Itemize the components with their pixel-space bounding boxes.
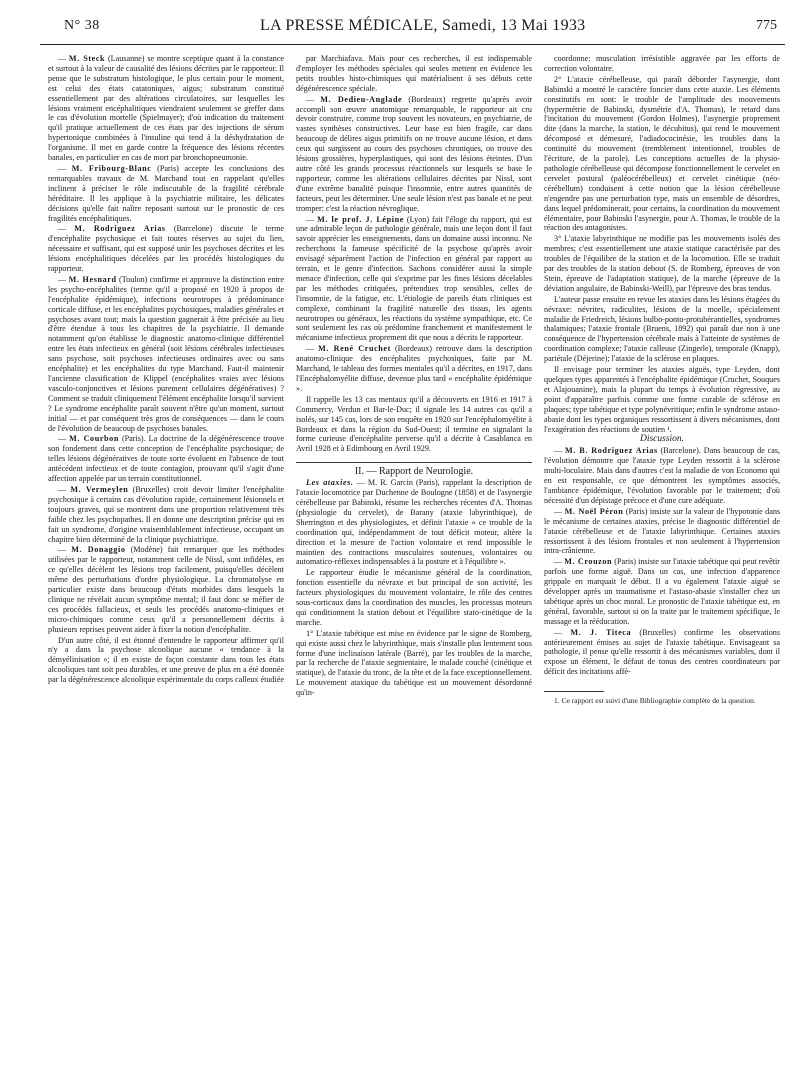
- speaker-dash: —: [58, 274, 69, 284]
- page-number-left: N° 38: [64, 18, 100, 33]
- paragraph: [296, 344, 532, 394]
- paragraph-text: insiste sur l'ataxie tabétique qui peut revêtir parfois une forme aiguë. Dans un cas, une infection d'apparence grippale en marquait le début. Il a vu également l'ataxie aiguë se développer après un traumatisme et l'astaso-abasie s'installer chez un tabétique après un choc moral. Le pronostic de l'ataxie tabétique est, en général, favorable, surtout si on la traite par le traitement spécifique, le massage et la rééducation.: [544, 557, 780, 626]
- paragraph-text: confirme les observations antérieurement émises au sujet de l'ataxie tabétique. Envisageant sa pathologie, il pense qu'elle ressortit à des mécanismes variables, dont il expose un élément, le défaut de tonus des centres coordinateurs par déficit des incitations affé-: [544, 627, 780, 677]
- footnote: 1. Ce rapport est suivi d'une Bibliographie complète de la question.: [554, 696, 756, 706]
- paragraph-text: Le rapporteur étudie le mécanisme général de la coordination, fonction essentielle du névraxe et but principal de son activité, les facteurs physiologiques du mouvement volontaire, le rôle des centres sous-corticaux dans la coordination des muscles, les processus moteurs qui conditionnent la station debout et l'équilibre stato-cinétique de la marche.: [296, 568, 532, 627]
- paragraph: [544, 365, 780, 434]
- paragraph: [544, 507, 780, 557]
- paragraph: [296, 54, 532, 94]
- paragraph: [544, 54, 780, 74]
- paragraph: [296, 568, 532, 627]
- footnote-rule: [544, 691, 604, 692]
- speaker-place: (Barcelone): [173, 224, 213, 234]
- speaker-dash: —: [306, 344, 319, 354]
- speaker-name: M. Dedieu-Anglade: [320, 94, 403, 104]
- paragraph-text: coordonne: musculation irrésistible aggravée par les efforts de correction volontaire.: [544, 54, 780, 73]
- speaker-place: (Paris).: [121, 434, 146, 444]
- speaker-place: (Bruxelles): [132, 484, 170, 494]
- paragraph-text: 1° L'ataxie tabétique est mise en évidence par le signe de Romberg, qui existe aussi chez le labyrinthique, mais s'installe plus lentement sous forme d'une inclinaison latérale (Barré), par les troubles de la marche, par la recherche de l'ataxie segmentaire, le malade couché (cinétique et statique), de l'ataxie du tronc, de la tête et de la face exceptionnellement. Le mouvement ataxique du tabétique est un mouvement désordonné qu'in-: [296, 628, 532, 698]
- speaker-dash: —: [554, 506, 565, 516]
- speaker-dash: —: [58, 224, 75, 234]
- speaker-name: M. Steck: [68, 54, 106, 63]
- paragraph: [296, 95, 532, 214]
- speaker-name: M. Noël Péron: [564, 506, 624, 516]
- paragraph-text: croit devoir limiter l'encéphalite psychosique à certains cas d'évolution rapide, certainement lésionnels et toujours graves, qui se montrent dans une proportion relativement très faible chez les psychopathes. Il en donne une description précise qui en fait un syndrome, d'origine vraisemblablement infectieuse, occupant un chapitre bien déterminé de la clinique psychiatrique.: [48, 484, 285, 544]
- speaker-name: M. Rodriguez Arias: [74, 224, 166, 234]
- journal-title: LA PRESSE MÉDICALE, Samedi, 13 Mai 1933: [260, 17, 586, 34]
- column-3-body: [544, 54, 780, 677]
- paragraph: [544, 446, 780, 505]
- speaker-name: M. Hesnard: [68, 274, 117, 284]
- paragraph: [544, 295, 780, 364]
- column-1: [48, 54, 284, 685]
- speaker-dash: —: [58, 484, 71, 494]
- speaker-place: (Bordeaux): [394, 344, 432, 354]
- paragraph-text: — M. R. Garcin (Paris), rappelant la description de l'ataxie locomotrice par Duchenne de Boulogne (1858) et de l'asynergie cérébelleuse par Babinski, résume les recherches récentes d'A. Thomas (physiologie du cervelet), de Barany (ataxie labyrinthique), de Sherrington et des physiologistes, et définit l'ataxie « ce trouble de la coordination qui, indépendamment de tout déficit moteur, altère la direction et la mesure de l'action volontaire et rend impossible le maintien des contractions musculaires soutenues, volontaires ou automatico-réflexes indispensables à la posture et à l'équilibre ».: [296, 478, 532, 567]
- paragraph-text: discute le terme d'encéphalite psychosique et fait toutes réserves au sujet du lien, nécessaire et suffisant, qui est supposé unir les psychoses décrites et les lésions encéphalitiques décelées par les procédés histologiques du rapporteur.: [48, 224, 285, 274]
- speaker-place: (Lausanne): [107, 54, 145, 63]
- speaker-place: (Paris): [157, 163, 179, 173]
- speaker-dash: —: [58, 54, 69, 63]
- speaker-place: (Modène): [130, 545, 163, 555]
- speaker-place: (Lyon): [406, 214, 430, 224]
- speaker-place: (Paris): [614, 557, 636, 567]
- speaker-dash: —: [306, 94, 321, 104]
- paragraph-text: fait l'éloge du rapport, qui est une admirable leçon de pathologie générale, mais une leçon dont il faut savoir apprécier les enseignements, dans un domaine aussi inconnu. Ne recherchons la fameuse spécificité de la psychose qu'après avoir envisagé séparément l'action de l'infection en général par rapport au terrain, et le genre d'infection. Sachons considérer aussi la simple menace d'infection, celle qui s'exprime par les fines lésions décelables par les méthodes critiquées, prétendues trop sensibles, celles de l'insomnie, de la fatigue, etc. L'étiologie de pareils états cliniques est complexe, combinant la fragilité naturelle des tissus, les agents neurotropes ou généraux, les réactions du système sympathique, etc. Ce sont seulement les cas où prédomine franchement et manifestement le mécanisme infectieux proprement dit que nous a décrits le rapporteur.: [296, 214, 533, 343]
- speaker-dash: —: [554, 557, 565, 567]
- section-rule: [296, 462, 532, 463]
- paragraph-text: accepte les conclusions des remarquables travaux de M. Marchand tout en rappelant qu'elles inclinent à préciser le rôle indiscutable de la fragilité cérébrale héréditaire. Il les applique à la psychiatrie militaire, les délicates décisions qu'elle fait naître reposant surtout sur le pronostic de ces fragilités encéphalitiques.: [48, 163, 285, 223]
- speaker-place: (Paris): [625, 506, 648, 516]
- paragraph: [296, 478, 532, 567]
- speaker-name: M. Fribourg-Blanc: [71, 163, 152, 173]
- speaker-name: M. René Cruchet: [318, 344, 391, 354]
- paragraph: [48, 434, 284, 484]
- paragraph: [296, 215, 532, 344]
- speaker-place: (Toulon): [119, 274, 148, 284]
- paragraph: [544, 75, 780, 234]
- speaker-name: M. Donaggio: [71, 545, 126, 555]
- paragraph-text: Dans beaucoup de cas, l'évolution démontre que l'ataxie type Leyden ressortit à la sclérose multi-loculaire. Mais dans d'autres c'est la maladie de von Economo qui en est responsable, ce que démontrent les symptômes associés, l'ambiance épidémique, l'évolution favorable par le traitement; d'où nécessité d'un dépistage précoce et d'une cure adéquate.: [544, 446, 781, 505]
- speaker-place: (Barcelone).: [660, 446, 701, 456]
- section-title: II. — Rapport de Neurologie.: [354, 466, 474, 478]
- paragraph: [48, 545, 284, 634]
- paragraph-text: La doctrine de la dégénérescence trouve son fondement dans cette conception de l'encéphalite psychosique; de telles lésions dégénératives de toute sorte évoluent en l'absence de tout antécédent infectieux et de toute contagion, prouvant qu'il s'agit d'une affection appelée par un terrain constitutionnel.: [48, 434, 284, 484]
- paragraph: [48, 224, 284, 274]
- paragraph: [48, 275, 284, 434]
- speaker-name: M. B. Rodriguez Arias: [564, 446, 658, 456]
- paragraph-text: L'auteur passe ensuite en revue les ataxies dans les lésions étagées du névraxe: névrites, radiculites, lésions de la moelle, spécialement maladie de Friedreich, lésions bulbo-ponto-protubérantielles, syndromes thalamiques; l'ataxie frontale (Bruens, 1892) qui paraît due non à une conséquence de l'hypertension cérébrale mais à l'atteinte de systèmes de coordination complexe; l'ataxie calleuse (Zingerle), temporale (Knapp), pariétale (Déjerine); l'ataxie de la sclérose en plaques.: [544, 294, 780, 364]
- speaker-dash: —: [58, 434, 70, 444]
- speaker-dash: —: [58, 163, 72, 173]
- paragraph-text: retrouve dans la description anatomo-clinique des encéphalites psychosiques, faite par M. Marchand, le tableau des formes mentales qu'il a décrites, en 1917, dans l'Encéphalomyélite diffuse, devenue plus tard « encéphalite épidémique ».: [296, 344, 533, 393]
- page-header: [40, 14, 785, 45]
- paragraph-text: se montre sceptique quant à la constance et surtout à la valeur de causalité des lésions décrites par le rapporteur. Il pense que le substratum histologique, le plus certain pour le moment, est celui des états catatoniques, aigus; substratum constitué essentiellement par des altérations circulatoires, sur lesquelles les lésions vraiment encéphalitiques viendraient seulement se greffer dans le cas d'évolution mortelle (Spielmayer); d'où indication du traitement qu'il pratique actuellement de ces états par des injections de sérum hypertonique combinées à l'insuline qui tend à la déshydratation de l'organisme. Il met en garde contre la fréquence des lésions récentes banales, en particulier en cas de mort par bronchopneumonie.: [48, 54, 285, 163]
- paragraph: [48, 636, 284, 686]
- paragraph: [296, 629, 532, 698]
- paragraph-text: confirme et approuve la distinction entre les psycho-encéphalites (terme qu'il a proposé en 1920 à propos de l'encéphalite épidémique), infections neurotropes à prédominance corticale diffuse, et les encéphalites psychosiques, maladies générales et psychoses avant tout; mais la question gagnerait à être précisée au lieu d'être étendue à tous les chapitres de la psychiatrie. Il demande notamment qu'on établisse le diagnostic anatomo-clinique différentiel entre les états infectieux en général (soit lésions cérébrales infectieuses sans psychose, soit psychoses infectieuses ordinaires avec ou sans encéphalite) et les encéphalites du type Marchand. Faut-il maintenir l'ancienne classification de Klippel (encéphalites vraies avec lésions vasculo-conjonctives et lésions purement cellulaires dégénératives) ? Comment se traduit cliniquement l'élément encéphalite lorsqu'il survient ? Le syndrome encéphalite paraît souvent n'être qu'un moment, surtout initial — et par conséquent très gros de conséquences — dans le cours de l'évolution de beaucoup de psychoses banales.: [48, 274, 284, 433]
- speaker-name: M. Courbon: [69, 434, 119, 444]
- speaker-place: (Bordeaux): [408, 94, 446, 104]
- subsection-title: Discussion.: [639, 434, 685, 445]
- speaker-name: M. J. Titeca: [570, 627, 632, 637]
- paragraph-text: par Marchiafava. Mais pour ces recherches, il est indispensable d'employer les méthodes spéciales qui seules mettent en évidence les petits troubles histo-chimiques qui matérialisent à ses débuts cette dégénérescence spéciale.: [296, 54, 532, 93]
- paragraph-text: fait remarquer que les méthodes utilisées par le rapporteur, notamment celle de Nissl, sont infidèles, en ce qu'elles décèlent les lésions trop facilement, puisqu'elles décèlent même des perturbations d'ordre physiologique. La chromatolyse en particulier existe dans beaucoup d'états morbides dans lesquels la clinique ne révèlait aucun symptôme mental; il faut donc se méfier de ces procédés fallacieux, et seuls les procédés anatomo-cliniques et micro-chimiques comme ceux qu'il a personnellement décrits à plusieurs reprises peuvent aider à fixer la notion d'encéphalite.: [48, 545, 285, 634]
- speaker-name: M. le prof. J. Lépine: [317, 214, 404, 224]
- paragraph: [544, 234, 780, 293]
- paragraph: [544, 628, 780, 678]
- page-number-right: 775: [756, 18, 777, 33]
- speaker-dash: —: [554, 627, 571, 637]
- paragraph-text: insiste sur la valeur de l'hypotonie dans le mécanisme de certaines ataxies, précise le diagnostic différentiel de l'ataxie cérébelleuse et de l'ataxie labyrinthique. Certaines ataxies ressortissent à des lésions frontales et non seulement à l'hypertension intra-crânienne.: [544, 506, 781, 556]
- paragraph-text: regrette qu'après avoir accompli son œuvre anatomique remarquable, le rapporteur ait cru devoir construire, comme trop souvent les novateurs, en psychiatrie, de vastes synthèses constructives. Leur base est bien fragile, car dans beaucoup de délires aigus primitifs on ne trouve aucune lésion, et dans ceux qui surgissent au cours des psychoses chroniques, on trouve des lésions grossières, hyperplastiques, qui sont des lésions éteintes. D'un autre côté les grands processus réactionnels sur lesquels se base le rapporteur, comme les altérations cellulaires décrites par Nissl, sont d'une extrême banalité puisque l'insomnie, entre autres quantités de facteurs, peut les déterminer. Une seule lésion n'est pas banale et ne peut tromper: c'est la réaction névroglique.: [296, 94, 533, 213]
- speaker-name: M. Crouzon: [564, 557, 613, 567]
- column-2: [296, 54, 532, 698]
- paragraph-text: 2° L'ataxie cérébelleuse, qui paraît déborder l'asynergie, dont Babinski a montré le caractère foncier dans cette ataxie. Les éléments constitutifs en sont: le trouble de l'amplitude des mouvements (hypermétrie de Babinski, dysmétrie d'A. Thomas), le retard dans l'incitation du mouvement (Gordon Holmes), l'asynergie proprement dite (dans la marche, la station, le décubitus), qui rend le mouvement décomposé et démesuré, l'adiadococinésie, les troubles dans la continuité du mouvement (tremblement intentionnel, troubles de l'écriture, de la parole). Les conceptions actuelles de la physio-pathologie cérébelleuse qui décompose fonctionnellement le cervelet en cervelet postural (paléocérébelleux) et cervelet cinétique (néo-cérébellum) conduisent à cette notion que la lésion cérébelleuse n'engendre pas une perturbation type, mais un ensemble de désordres, dans lequel prédominerait, pour certains, la coordination du mouvement élémentaire, pour Babinski l'asynergie, pour A. Thomas, le trouble de la réaction des antagonistes.: [544, 74, 780, 233]
- paragraph: [48, 485, 284, 544]
- column-3: [544, 54, 780, 705]
- speaker-name: Les ataxies.: [306, 478, 354, 488]
- paragraph: [296, 395, 532, 454]
- paragraph: [48, 54, 284, 163]
- journal-page: [40, 14, 785, 1074]
- speaker-dash: —: [58, 545, 72, 555]
- speaker-dash: —: [306, 214, 318, 224]
- speaker-name: M. Vermeylen: [70, 484, 129, 494]
- paragraph-text: 3° L'ataxie labyrinthique ne modifie pas les mouvements isolés des membres; c'est essentiellement une ataxie statique caractérisée par des troubles de l'équilibre de la station et de la locomotion. Elle se traduit par des troubles de la station debout (S. de Romberg, épreuves de von Stein, épreuve de l'adaptation statique), de la marche (épreuve de la déviation angulaire, de Babinski-Weill), par l'épreuve des bras tendus.: [544, 234, 780, 293]
- paragraph-text: Il rappelle les 13 cas mentaux qu'il a découverts en 1916 et 1917 à Commercy, Verdun et Bar-le-Duc; il signale les 14 autres cas qu'il a isolés, sur 145 cas, lors de son enquête en 1920 sur l'encéphalomyélite à Bordeaux et dans la région du Sud-Ouest; il termine en signalant la forme curieuse d'encéphalite perverse qu'il a décrite à Casablanca en Avril 1928 et à Edimbourg en Avril 1929.: [296, 394, 532, 454]
- paragraph: [544, 557, 780, 626]
- paragraph-text: D'un autre côté, il est étonné d'entendre le rapporteur affirmer qu'il n'y a dans la psychose alcoolique aucune « tendance à la démyélinisation »; il en existe de façon constante dans tous les états alcooliques tant soit peu durables, et une preuve de plus en a été donnée par la dégénérescence alcoolique expérimentale du corps calleux étudiée: [48, 635, 284, 685]
- speaker-place: (Bruxelles): [639, 627, 676, 637]
- speaker-dash: —: [554, 446, 565, 456]
- paragraph: [48, 164, 284, 223]
- paragraph-text: Il envisage pour terminer les ataxies aiguës, type Leyden, dont quelques types apparentés à l'encéphalite épidémique (Cruchet, Souques et Alajouanine), mais la plupart du temps à évolution régressive, au point d'apparaître parfois comme une forme curable de sclérose en plaques; type tabétique et type polynévritique; enfin le syndrome astaso-abasie dont les types organiques ressortissent à divers mécanismes, dont l'exagération des réactions de soutien ¹.: [544, 365, 780, 434]
